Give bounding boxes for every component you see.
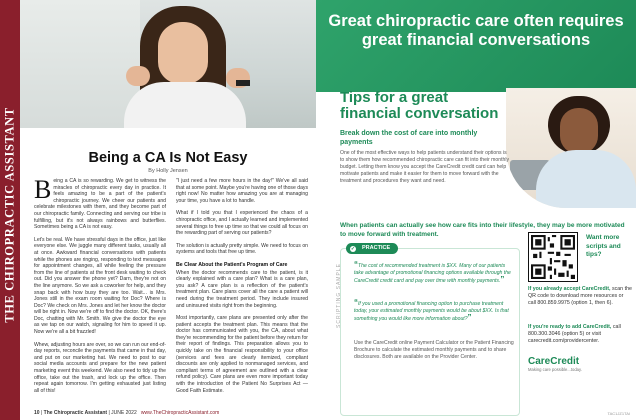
left-page xyxy=(0,0,316,420)
vertical-banner xyxy=(0,0,20,420)
ad-code: TAC1JZ1TAI xyxy=(607,411,630,416)
publication-name: The Chiropractic Assistant xyxy=(43,410,108,416)
logo-brand: CareCredit xyxy=(528,356,580,367)
dropcap: B xyxy=(34,175,52,204)
new-provider-lead: If you're ready to add xyxy=(528,324,582,330)
quote-mark-icon: ” xyxy=(500,274,505,284)
qr-code-graphic xyxy=(531,235,575,279)
right-page-ad xyxy=(316,0,636,420)
tips-title: Tips for a great financial conversation xyxy=(340,89,499,122)
quote-mark-icon: “ xyxy=(354,298,358,307)
practice-footnote: Use the CareCredit online Payment Calculator or the Patient Financing Brochure to calculate the estimated monthly payments and to share disclosures. Both are available on the Provider Center. xyxy=(354,340,514,360)
script-quote-1 xyxy=(354,262,514,284)
paragraph: "I just need a few more hours in the day!" We've all said that at some point. Maybe you're having one of those days right now! No matter how amazing you are at managing your time, you have a lot to handle. xyxy=(176,178,308,204)
folio: 10 | The Chiropractic Assistant | JUNE 2022 www.TheChiropracticAssistant.com xyxy=(34,410,220,416)
callout-text: When patients can actually see how care fits into their lifestyle, they may be more motivated to move forward with treatment. xyxy=(340,222,625,238)
photo-person-face xyxy=(158,22,208,84)
new-provider-text: call 800.300.3046 (option 5) or visit carecredit.com/providercenter. xyxy=(528,324,621,345)
byline: By Holly Jensen xyxy=(148,168,188,174)
brand-mention: CareCredit, xyxy=(581,286,611,292)
existing-provider-text: scan the QR code to download more resources or call 800.859.9975 (option 1, then 6). xyxy=(528,286,632,307)
publication-url[interactable]: www.TheChiropracticAssistant.com xyxy=(140,410,220,416)
practice-label xyxy=(346,243,398,254)
practice-label-text: PRACTICE xyxy=(362,245,391,251)
vertical-banner-text: THE CHIROPRACTIC ASSISTANT xyxy=(2,107,17,323)
quote-mark-icon: ” xyxy=(467,312,472,322)
ad-headline: Great chiropractic care often requires great financial conversations xyxy=(328,12,624,49)
paragraph-text: eing a CA is so rewarding. We get to witness the miracles of chiropractic every day in practice. It feels amazing to be a part of the patient's chiropractic journey. We cheer our patients and celebrate milestones with them, and they become part of our chiropractic family. Connecting and serving our tribe is fulfilling, but it's not always rainbows and butterflies. Sometimes being a CA is not easy. xyxy=(34,178,166,231)
photo-person-body xyxy=(536,150,636,208)
logo-tagline: Making care possible...today. xyxy=(528,367,582,372)
new-provider-info xyxy=(528,324,632,346)
ad-photo xyxy=(506,88,636,208)
article-photo xyxy=(20,0,316,128)
paragraph: Let's be real. We have stressful days in the office, just like everyone else. We juggle many different tasks, usually all at once. Awkward financial conversations with patients while the phones are ringing, responding to text messages for appointment changes, all while feeling the pressure from the line of patients at the front desk waiting to check out. Did you answer the phone yet? Darn, they're not on the line anymore. So we ask a coworker for help, and they snap back with how busy they are too. Wait... is Mrs. Jones still in the exam room waiting for Doc? Where is Doc? We check on Mrs. Jones and let her know the doctor will be right in. Now we're off to find the doctor. OK, there's Doc, chatting with Mr. Smith. We give the doctor the eye as we tap on our watch, signaling for him to speed it up. Now we're all a bit frazzled! xyxy=(34,236,166,336)
tips-subheading: Break down the cost of care into monthly payments xyxy=(340,130,478,146)
qr-code-icon[interactable] xyxy=(528,232,578,282)
article-column-1 xyxy=(34,175,166,400)
issue-date: JUNE 2022 xyxy=(111,410,137,416)
article-title: Being a CA Is Not Easy xyxy=(88,150,248,166)
quote-text: If you used a promotional financing option to purchase treatment today, your estimated monthly payments would be about $XX. Is that something you would like more information about? xyxy=(354,301,509,322)
quote-mark-icon: “ xyxy=(354,260,358,269)
photo-background xyxy=(20,0,140,128)
brand-mention: CareCredit, xyxy=(582,324,612,330)
existing-provider-lead: If you already accept xyxy=(528,286,581,292)
paragraph: Most importantly, care plans are presented only after the patient accepts the treatment plan. This means that the doctor has communicated with you, the CA, about what they're recommending for the patient before they return for their report of findings. This preparation allows you to quickly take on the financial responsibility to your office (services and fees are clearly itemized, compliant discounts are only applied to nonmanaged services, and compliant terms of agreement are outlined with a clear refund policy). Care plans are even more important today with the introduction of the Patient No Surprises Act — Good Faith Estimate. xyxy=(176,315,308,394)
paragraph xyxy=(34,175,166,231)
article-column-2 xyxy=(176,178,308,400)
paragraph: Whew, adjusting hours are over, so we can run our end-of-day reports, reconcile the payments that came in that day, and put on our marketing hat. We need to post to our social media accounts and prepare for the new patient marketing event this weekend. We also need to tidy up the office, take out the trash, and lock up the office. Then repeat again tomorrow. I'm getting exhausted just listing all of this! xyxy=(34,341,166,394)
paragraph: The solution is actually pretty simple. We need to focus on systems and tools that free up time. xyxy=(176,242,308,256)
paragraph: What if I told you that I experienced the chaos of a chiropractic office, and I actually learned and implemented several things to free up time so that we could all focus on the rewarding part of serving our patients? xyxy=(176,210,308,237)
script-quote-2 xyxy=(354,300,514,322)
tips-body: One of the most effective ways to help patients understand their options is to show them how recommended chiropractic care can fit into their monthly budget. Letting them know you accept the CareCredit credit card can help motivate patients and make it easier for them to move forward with the treatment and procedures they want and need. xyxy=(340,150,510,184)
page-number: 10 xyxy=(34,410,40,416)
scripting-sample-label: SCRIPTING SAMPLE xyxy=(336,263,342,328)
photo-hand-left xyxy=(126,66,150,86)
photo-person-body xyxy=(124,82,246,128)
existing-provider-info xyxy=(528,286,632,308)
paragraph: When the doctor recommends care to the patient, is it clearly explained with a care plan? What is a care plan, you ask? A care plan is a reflection of the patient's treatment plan. Care plans cover all the care a patient will need during the treatment period. They include insured and uninsured visits right from the beginning. xyxy=(176,269,308,309)
quote-text: The cost of recommended treatment is $XX. Many of our patients take advantage of promotional financing options available through the CareCredit credit card and pay over time with monthly payments. xyxy=(354,263,511,284)
photo-person-face xyxy=(560,108,598,154)
photo-watch xyxy=(236,80,250,86)
check-icon: ✓ xyxy=(350,245,356,252)
section-heading: Be Clear About the Patient's Program of Care xyxy=(176,261,288,268)
carecredit-logo xyxy=(528,356,628,372)
ad-banner xyxy=(316,0,636,92)
want-more-heading: Want more scripts and tips? xyxy=(586,234,621,258)
